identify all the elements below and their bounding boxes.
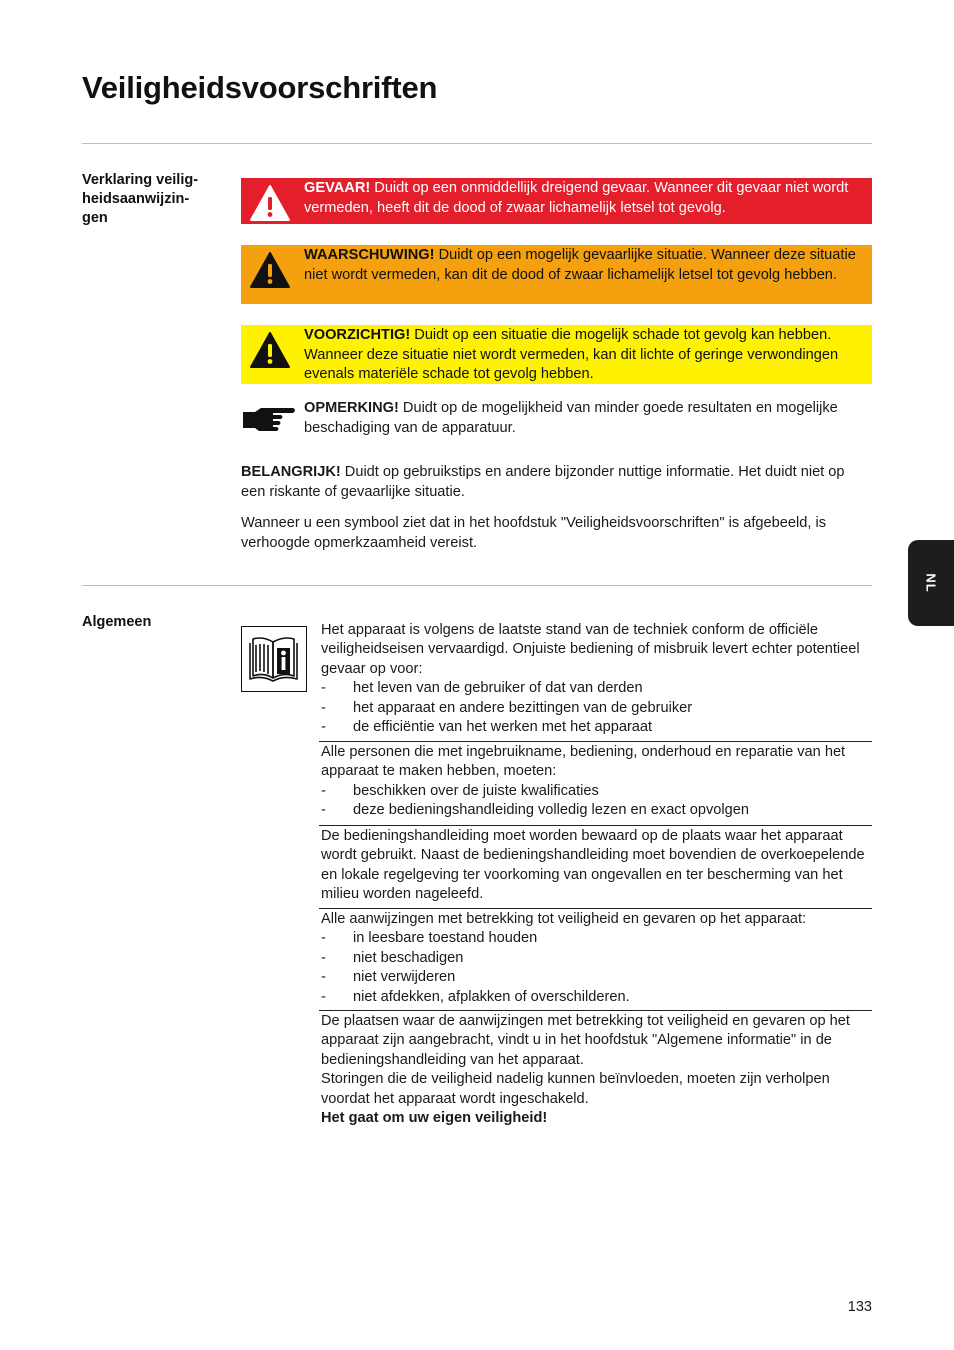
warning-triangle-icon — [249, 184, 291, 222]
safety-emphasis: Het gaat om uw eigen veiligheid! — [321, 1110, 548, 1127]
danger-text: GEVAAR! Duidt op een onmiddellijk dreigend gevaar. Wanneer dit gevaar niet wordt vermeden, heeft dit de dood of zwaar lichamelijk letsel tot gevolg. — [304, 180, 849, 216]
page-number: 133 — [847, 1299, 872, 1315]
page-title: Veiligheidsvoorschriften — [82, 70, 438, 105]
warning-notice — [241, 245, 872, 304]
manual-info-book-icon — [241, 626, 307, 692]
general-block-3: De bedieningshandleiding moet worden bewaard op de plaats waar het apparaat wordt gebruikt. Naast de bedieningshandleiding moet bovendien de overkoepelende en lokale regelgeving ter voorkoming van ongevallen en ter bescherming van het milieu worden nageleefd. — [321, 828, 865, 903]
danger-notice — [241, 178, 872, 224]
pointing-hand-icon — [241, 403, 297, 437]
caution-text: VOORZICHTIG! Duidt op een situatie die mogelijk schade tot gevolg kan hebben. Wanneer deze situatie niet wordt vermeden, kan dit lichte of geringe verwondingen evenals materiële schade tot gevolg hebben. — [304, 327, 839, 382]
general-block-5: De plaatsen waar de aanwijzingen met betrekking tot veiligheid en gevaren op het apparaat zijn aangebracht, vindt u in het hoofdstuk "Algemene informatie" in de bedieningshandleiding van het apparaat. Storingen die de veiligheid nadelig kunnen beïnvloeden, moeten zijn verholpen voordat het apparaat wordt ingeschakeld. Het gaat om uw eigen veiligheid! — [321, 1012, 872, 1128]
section-divider — [82, 585, 872, 586]
general-block-1: Het apparaat is volgens de laatste stand van de techniek conform de officiële veiligheidseisen vervaardigd. Onjuiste bediening of misbruik levert echter potentieel gevaar op voor: - het leven van de gebruiker of dat van derden - het apparaat en andere bezittingen van de gebruiker - de efficiëntie van het werken met het apparaat — [321, 621, 872, 737]
general-block-2: Alle personen die met ingebruikname, bediening, onderhoud en reparatie van het apparaat te maken hebben, moeten: - beschikken over de juiste kwalificaties - deze bedieningshandleiding volledig lezen en exact opvolgen — [321, 743, 872, 821]
section-divider — [82, 143, 872, 144]
list-item: - beschikken over de juiste kwalificaties — [321, 782, 872, 801]
general-block-4: Alle aanwijzingen met betrekking tot veiligheid en gevaren op het apparaat: - in leesbare toestand houden - niet beschadigen - niet verwijderen - niet afdekken, afplakken of overschilderen. — [321, 910, 872, 1007]
section-heading-general: Algemeen — [82, 614, 152, 630]
warning-triangle-icon — [249, 331, 291, 369]
caution-notice — [241, 325, 872, 384]
important-note: BELANGRIJK! Duidt op gebruikstips en andere bijzonder nuttige informatie. Het duidt niet op een riskante of gevaarlijke situatie. — [241, 464, 845, 500]
symbol-note: Wanneer u een symbool ziet dat in het hoofdstuk "Veiligheidsvoorschriften" is afgebeeld, is verhoogde opmerkzaamheid vereist. — [241, 515, 826, 551]
list-item: - niet afdekken, afplakken of overschilderen. — [321, 988, 872, 1007]
note-notice — [241, 399, 872, 441]
list-item: - het apparaat en andere bezittingen van de gebruiker — [321, 699, 872, 718]
list-item: - niet beschadigen — [321, 949, 872, 968]
block-separator — [319, 1010, 872, 1011]
block-separator — [319, 908, 872, 909]
list-item: - in leesbare toestand houden — [321, 929, 872, 948]
warning-triangle-icon — [249, 251, 291, 289]
language-tab: NL — [908, 540, 954, 626]
block-separator — [319, 825, 872, 826]
list-item: - deze bedieningshandleiding volledig lezen en exact opvolgen — [321, 801, 872, 820]
list-item: - het leven van de gebruiker of dat van derden — [321, 679, 872, 698]
section-heading-safety-instructions: Verklaring veilig- heidsaanwijzin- gen — [82, 172, 199, 226]
block-separator — [319, 741, 872, 742]
list-item: - niet verwijderen — [321, 968, 872, 987]
warning-text: WAARSCHUWING! Duidt op een mogelijk gevaarlijke situatie. Wanneer deze situatie niet wordt vermeden, kan dit de dood of zwaar lichamelijk letsel tot gevolg hebben. — [304, 247, 856, 283]
note-text: OPMERKING! Duidt op de mogelijkheid van minder goede resultaten en mogelijke beschadiging van de apparatuur. — [304, 400, 838, 436]
list-item: - de efficiëntie van het werken met het apparaat — [321, 718, 872, 737]
